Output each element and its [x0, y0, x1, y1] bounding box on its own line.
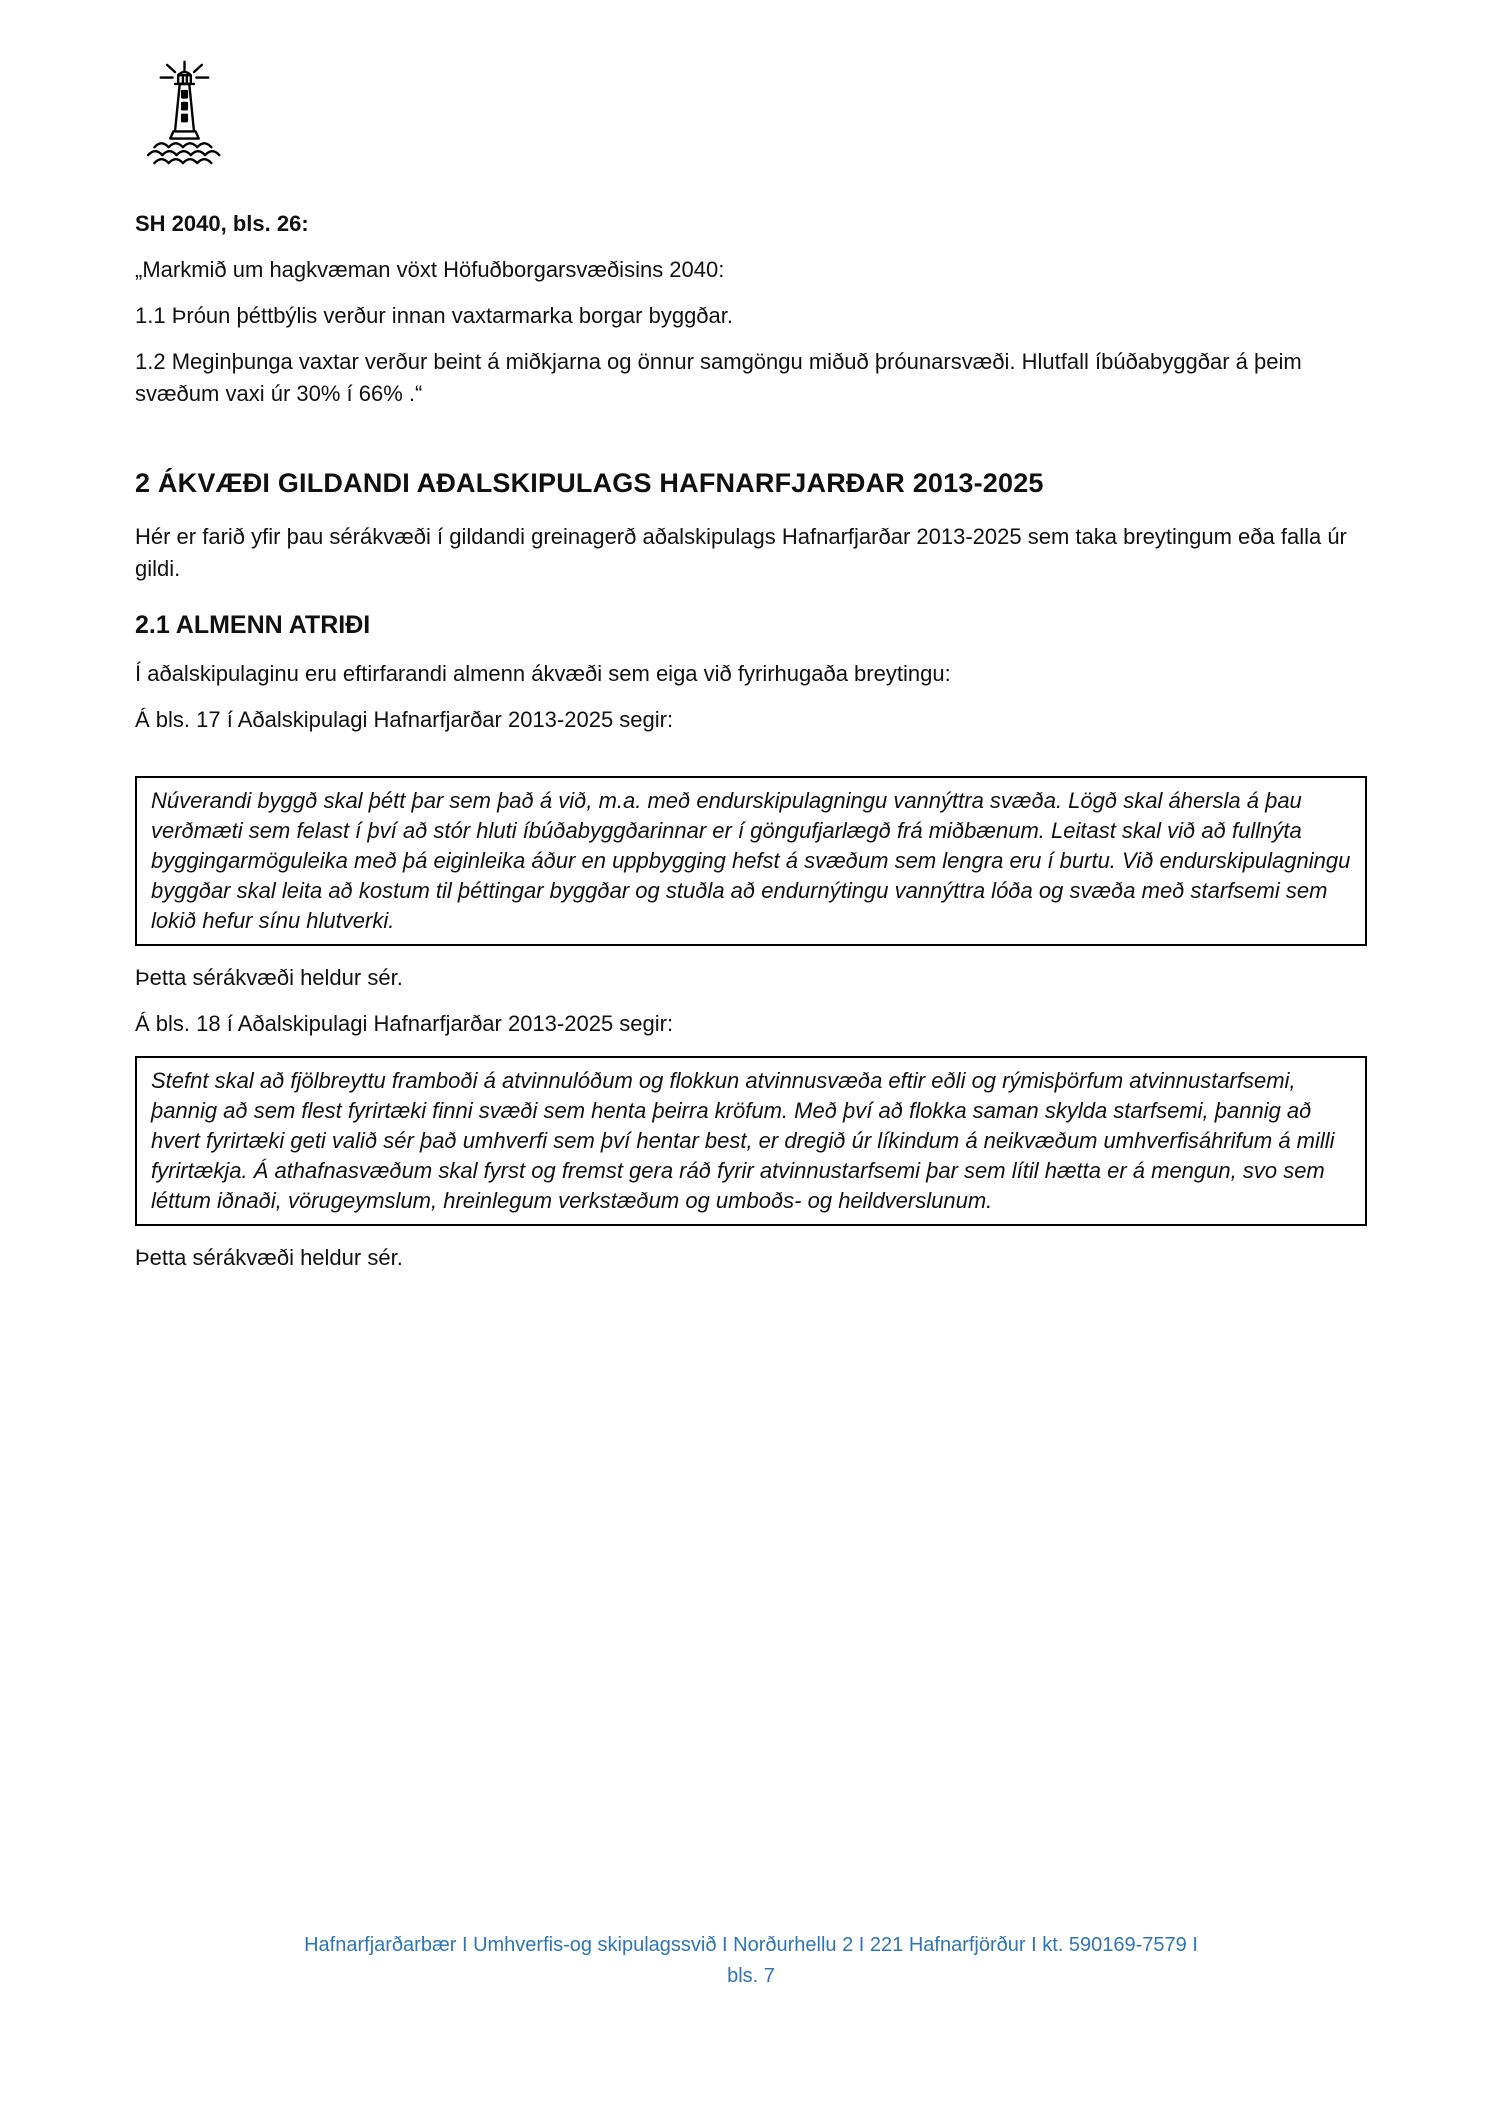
item-1-1: 1.1 Þróun þéttbýlis verður innan vaxtarmarka borgar byggðar. — [135, 303, 733, 328]
footer-page-number: bls. 7 — [727, 1965, 775, 1987]
page-footer — [135, 1930, 1367, 1992]
quote-box-bls17: Núverandi byggð skal þétt þar sem það á við, m.a. með endurskipulagningu vannýttra svæða. Lögð skal áhersla á þau verðmæti sem felast í því að stór hluti íbúðabyggðarinnar er í göngufjarlægð frá miðbænum. Leitast skal við að fullnýta byggingarmöguleika með þá eiginleika áður en uppbygging hefst á svæðum sem lengra eru í burtu. Við endurskipulagningu byggðar skal leita að kostum til þéttingar byggðar og stuðla að endurnýtingu vannýttra lóða og svæða með starfsemi sem lokið hefur sínu hlutverki. — [135, 776, 1367, 946]
item-1-2: 1.2 Meginþunga vaxtar verður beint á miðkjarna og önnur samgöngu miðuð þróunarsvæði. Hlutfall íbúðabyggðar á þeim svæðum vaxi úr 30% í 66% .“ — [135, 349, 1302, 406]
bls17-lead: Á bls. 17 í Aðalskipulagi Hafnarfjarðar 2013-2025 segir: — [135, 707, 674, 732]
quote-box-bls18: Stefnt skal að fjölbreyttu framboði á atvinnulóðum og flokkun atvinnusvæða eftir eðli og rýmisþörfum atvinnustarfsemi, þannig að sem flest fyrirtæki finni svæði sem henta þeirra kröfum. Með því að flokka saman skylda starfsemi, þannig að hvert fyrirtæki geti valið sér það umhverfi sem því hentar best, er dregið úr líkindum á neikvæðum umhverfisáhrifum á milli fyrirtækja. Á athafnasvæðum skal fyrst og fremst gera ráð fyrir atvinnustarfsemi þar sem lítil hætta er á mengun, svo sem léttum iðnaði, vörugeymslum, hreinlegum verkstæðum og umboðs- og heildverslunum. — [135, 1056, 1367, 1226]
after-quote1-note: Þetta sérákvæði heldur sér. — [135, 965, 403, 990]
lighthouse-icon — [137, 58, 232, 170]
section-2-1-heading: 2.1 ALMENN ATRIÐI — [135, 611, 371, 639]
markmid-paragraph: „Markmið um hagkvæman vöxt Höfuðborgarsvæðisins 2040: — [135, 257, 725, 282]
section-2-1-intro: Í aðalskipulaginu eru eftirfarandi almenn ákvæði sem eiga við fyrirhugaða breytingu: — [135, 661, 951, 686]
bls18-lead: Á bls. 18 í Aðalskipulagi Hafnarfjarðar 2013-2025 segir: — [135, 1011, 674, 1036]
document-content — [135, 58, 1367, 1288]
sh-reference-heading: SH 2040, bls. 26: — [135, 211, 309, 236]
after-quote2-note: Þetta sérákvæði heldur sér. — [135, 1245, 403, 1270]
footer-line-1: Hafnarfjarðarbær I Umhverfis-og skipulagssvið I Norðurhellu 2 I 221 Hafnarfjörður I kt. 590169-7579 I — [304, 1934, 1198, 1956]
section-2-intro: Hér er farið yfir þau sérákvæði í gildandi greinagerð aðalskipulags Hafnarfjarðar 2013-2025 sem taka breytingum eða falla úr gildi. — [135, 524, 1347, 581]
lighthouse-logo — [137, 58, 232, 170]
section-2-heading: 2 ÁKVÆÐI GILDANDI AÐALSKIPULAGS HAFNARFJARÐAR 2013-2025 — [135, 468, 1044, 498]
